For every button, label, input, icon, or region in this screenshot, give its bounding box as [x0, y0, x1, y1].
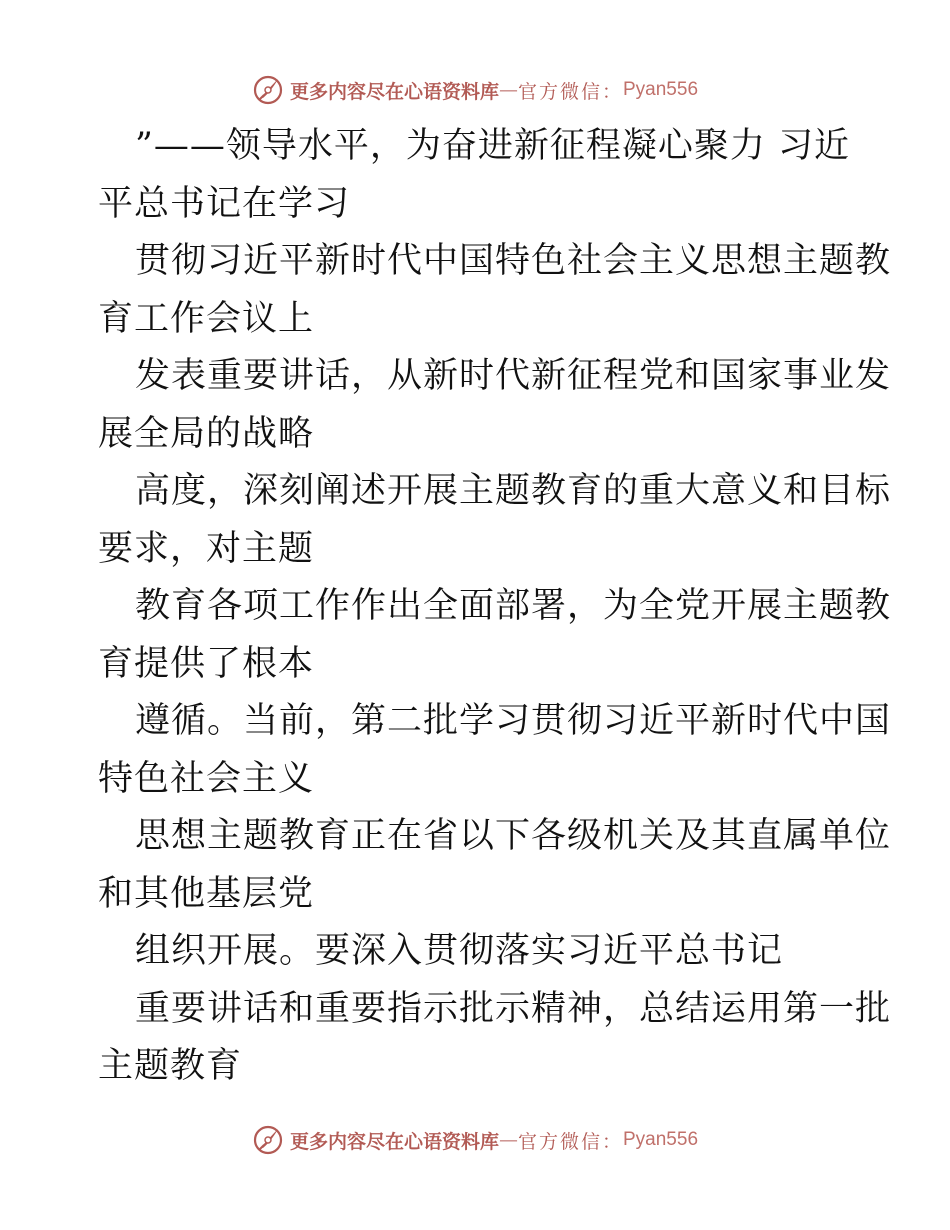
text-line: 主题教育 — [98, 1046, 243, 1086]
text-line: 遵循。当前，第二批学习贯彻习近平新时代中国 — [135, 701, 892, 741]
text-line: 平总书记在学习 — [98, 183, 351, 224]
text-line: 贯彻习近平新时代中国特色社会主义思想主题教 — [135, 241, 892, 281]
footer-wechat-label: 官方微信： — [517, 1130, 623, 1153]
text-line: 发表重要讲话，从新时代新征程党和国家事业发 — [135, 356, 892, 396]
text-line: 育提供了根本 — [98, 643, 315, 684]
text-line: ”——领导水平，为奋进新征程凝心聚力 习近 — [135, 126, 851, 166]
footer-watermark-banner — [0, 1120, 950, 1160]
header-wechat-label: 官方微信： — [517, 80, 623, 103]
text-line: 高度，深刻阐述开展主题教育的重大意义和目标 — [135, 471, 892, 511]
document-body — [98, 118, 892, 1096]
header-watermark-banner — [0, 70, 950, 110]
text-line: 和其他基层党 — [98, 873, 315, 914]
text-line: 要求，对主题 — [98, 528, 315, 569]
header-brand-text: 更多内容尽在心语资料库 — [289, 80, 499, 103]
text-line: 思想主题教育正在省以下各级机关及其直属单位 — [135, 816, 892, 856]
quill-pen-logo-icon — [252, 1124, 284, 1156]
footer-wechat-id: Pyan556 — [623, 1129, 699, 1150]
header-wechat-id: Pyan556 — [623, 79, 699, 100]
text-line: 展全局的战略 — [98, 413, 315, 454]
text-line: 重要讲话和重要指示批示精神，总结运用第一批 — [135, 988, 892, 1029]
text-line: 特色社会主义 — [98, 758, 315, 799]
footer-separator: — — [498, 1129, 518, 1151]
footer-brand-text: 更多内容尽在心语资料库 — [289, 1130, 499, 1153]
text-line: 教育各项工作作出全面部署，为全党开展主题教 — [135, 586, 892, 626]
quill-pen-logo-icon — [252, 74, 284, 106]
text-line: 组织开展。要深入贯彻落实习近平总书记 — [135, 931, 784, 971]
header-separator: — — [498, 79, 518, 101]
text-line: 育工作会议上 — [98, 298, 315, 339]
